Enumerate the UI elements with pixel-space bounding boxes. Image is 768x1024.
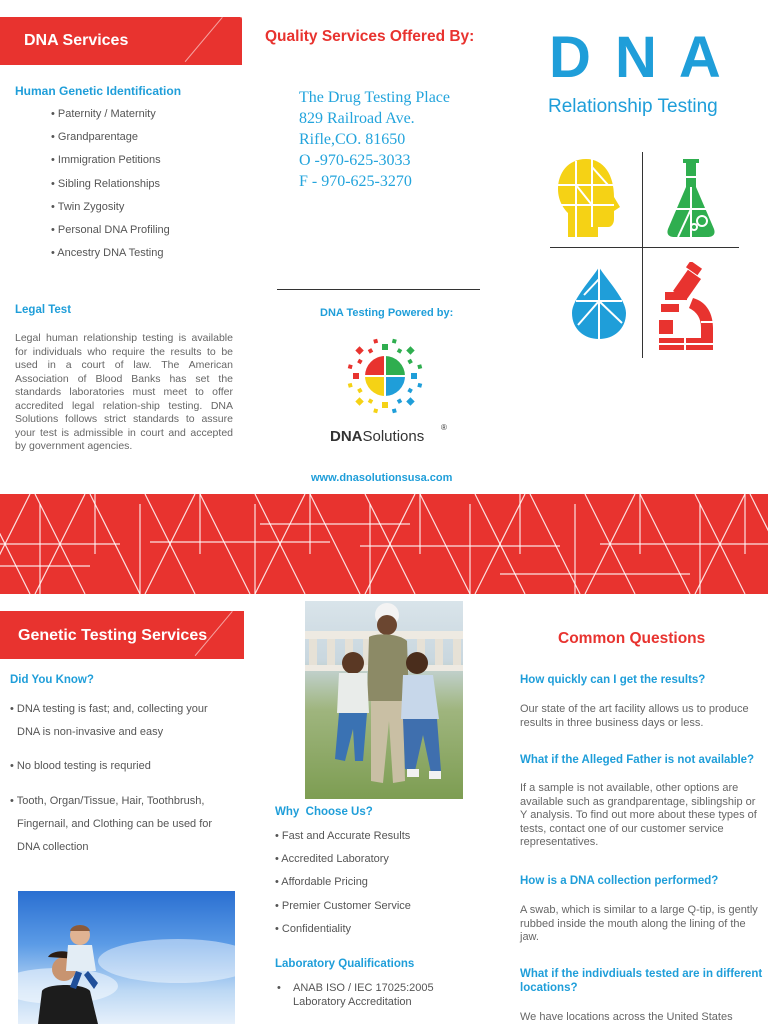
father-child-photo [18, 891, 235, 1024]
head-icon [556, 157, 622, 239]
question-heading: How is a DNA collection performed? [520, 875, 719, 887]
fact-line: DNA collection [17, 841, 89, 854]
logo-square [368, 398, 373, 403]
service-item: • Ancestry DNA Testing [51, 247, 164, 260]
fact-line: • Tooth, Organ/Tissue, Hair, Toothbrush, [10, 794, 205, 807]
grandmother-children-photo [305, 601, 463, 799]
relationship-testing-subtitle: Relationship Testing [548, 96, 718, 117]
question-heading: How quickly can I get the results? [520, 674, 706, 686]
reason-item: • Fast and Accurate Results [275, 830, 411, 842]
answer-text: If a sample is not available, other options are available such as grandparentage, siblingship or Y analysis. To find out more about these types of tests, contact one of our customer service representatives. [520, 782, 757, 848]
logo-square [357, 359, 362, 364]
dna-services-banner [0, 17, 242, 65]
logo-square [382, 344, 388, 350]
services-heading: Human Genetic Identification [15, 84, 182, 98]
logo-word-dna: DNA [330, 428, 363, 445]
geometric-pattern-band [0, 494, 768, 594]
logo-square [406, 397, 414, 405]
phone-line: O -970-625-3033 [299, 152, 411, 169]
why-choose-us-heading: Why Choose Us? [275, 806, 373, 818]
logo-square [355, 397, 363, 405]
website-link[interactable]: www.dnasolutionsusa.com [311, 472, 453, 484]
logo-square [355, 346, 363, 354]
fact-line: • No blood testing is requried [10, 760, 151, 773]
divider [277, 289, 480, 290]
logo-word-solutions: Solutions [362, 428, 425, 445]
lab-qualification-item [277, 981, 434, 1009]
pattern-line [420, 494, 470, 594]
quadrant-divider-horizontal [550, 247, 739, 248]
fact-line: • DNA testing is fast; and, collecting your [10, 703, 208, 715]
address-line: 829 Railroad Ave. [299, 110, 415, 127]
logo-square [368, 348, 373, 353]
logo-wordmark [330, 428, 424, 445]
did-you-know-heading: Did You Know? [10, 674, 94, 686]
logo-square [417, 383, 422, 388]
question-heading: What if the indivdiuals tested are in different locations? [520, 968, 763, 994]
logo-square [397, 348, 402, 353]
fact-item [10, 790, 212, 860]
logo-square [373, 408, 378, 413]
quadrant-divider-vertical [642, 152, 643, 358]
fact-item [10, 698, 212, 744]
logo-square [407, 388, 412, 393]
fax-line: F - 970-625-3270 [299, 173, 412, 190]
address-block [299, 87, 450, 192]
answer-text: Our state of the art facility allows us to produce results in three business days or less. [520, 703, 749, 729]
water-drop-icon [570, 265, 628, 341]
logo-square [392, 339, 397, 344]
reason-item: • Premier Customer Service [275, 899, 411, 912]
powered-by-label: DNA Testing Powered by: [320, 307, 454, 319]
answer-text: A swab, which is similar to a large Q-tip, is gently rubbed inside the mouth along the lining of the jaw. [520, 904, 758, 943]
pattern-line [310, 494, 360, 594]
service-item: • Sibling Relationships [51, 177, 161, 190]
service-item: • Twin Zygosity [51, 200, 125, 213]
lab-bullet: • [277, 982, 281, 994]
logo-square [406, 346, 414, 354]
logo-square [348, 364, 353, 369]
dna-solutions-logo-icon [343, 334, 427, 418]
legal-test-heading: Legal Test [15, 304, 72, 316]
logo-square [353, 373, 359, 379]
microscope-icon [657, 262, 715, 352]
service-item: • Grandparentage [51, 131, 139, 144]
reason-item: • Accredited Laboratory [275, 853, 389, 866]
reasons-list [275, 830, 411, 946]
fact-line: DNA is non-invasive and easy [17, 726, 164, 739]
flask-icon [666, 157, 716, 239]
fact-line: Fingernail, and Clothing can be used for [17, 817, 213, 830]
fact-item [10, 755, 212, 778]
dna-services-title: DNA Services [24, 32, 129, 49]
address-line: Rifle,CO. 81650 [299, 131, 406, 148]
question-heading: What if the Alleged Father is not available? [520, 754, 755, 766]
logo-square [411, 373, 417, 379]
lab-line: ANAB ISO / IEC 17025:2005 [293, 982, 434, 994]
pattern-line [530, 494, 580, 594]
pattern-line [200, 494, 250, 594]
logo-square [397, 398, 402, 403]
logo-square [357, 388, 362, 393]
lab-line: Laboratory Accreditation [293, 996, 412, 1008]
lab-qualifications-heading: Laboratory Qualifications [275, 958, 415, 970]
logo-square [407, 359, 412, 364]
quality-services-heading: Quality Services Offered By: [265, 28, 475, 45]
reason-item: • Affordable Pricing [275, 876, 368, 889]
reason-item: • Confidentiality [275, 922, 352, 935]
logo-square [392, 408, 397, 413]
common-questions-heading: Common Questions [558, 630, 706, 647]
service-item: • Immigration Petitions [51, 154, 161, 167]
service-item: • Paternity / Maternity [51, 108, 156, 120]
logo-square [417, 364, 422, 369]
logo-square [373, 339, 378, 344]
address-line: The Drug Testing Place [299, 89, 450, 106]
logo-square [348, 383, 353, 388]
genetic-testing-banner [0, 611, 244, 659]
legal-test-text: Legal human relationship testing is available for individuals who require the results to be used in a court of law. The American Association of Blood Banks has set the standards laboratories must meet to offer accredited legal relation-ship testing. DNA Solutions follows strict standards to assure your test is admissible in court and accepted by government agencies. [15, 332, 233, 452]
logo-square [382, 402, 388, 408]
services-list [51, 108, 170, 270]
genetic-testing-title: Genetic Testing Services [18, 627, 208, 644]
registered-mark: ® [441, 423, 447, 432]
service-item: • Personal DNA Profiling [51, 223, 170, 236]
facts-list [10, 698, 212, 859]
answer-text: We have locations across the United States [520, 1011, 733, 1023]
dna-title: D N A [549, 25, 725, 90]
